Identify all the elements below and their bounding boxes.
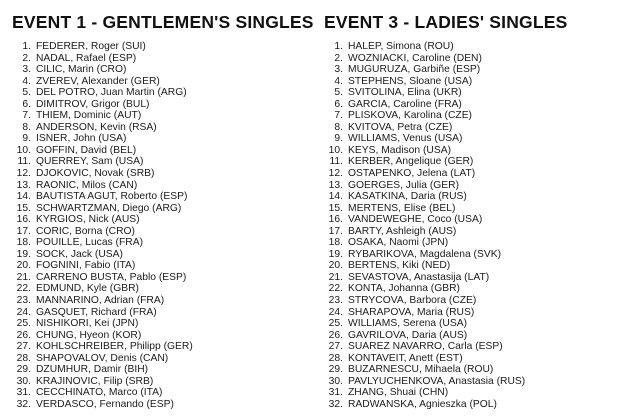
entry-player-name: NADAL, Rafael (ESP) (36, 52, 137, 64)
list-item (12, 41, 306, 53)
entry-player-name: RADWANSKA, Agnieszka (POL) (348, 398, 497, 410)
list-item (12, 330, 306, 342)
entry-player-name: EDMUND, Kyle (GBR) (36, 283, 139, 295)
list-item (12, 387, 306, 399)
entry-rank: 1. (334, 41, 343, 52)
entry-rank: 8. (334, 121, 343, 133)
entry-rank: 28. (328, 352, 343, 364)
entry-player-name: GARCIA, Caroline (FRA) (348, 98, 462, 110)
entry-player-name: SEVASTOVA, Anastasija (LAT) (348, 271, 490, 283)
entry-player-name: MUGURUZA, Garbiñe (ESP) (348, 64, 481, 76)
entry-rank: 8. (22, 121, 31, 133)
entry-rank: 6. (334, 98, 343, 110)
entry-player-name: THIEM, Dominic (AUT) (36, 110, 142, 122)
event-title-ladies-singles: EVENT 3 - LADIES' SINGLES (324, 12, 568, 32)
entry-rank: 10. (328, 144, 343, 156)
list-item (324, 341, 610, 353)
list-item (324, 260, 610, 272)
entry-rank: 18. (328, 237, 343, 249)
entry-player-name: BARTY, Ashleigh (AUS) (348, 225, 457, 237)
event-title-gentlemens-singles: EVENT 1 - GENTLEMEN'S SINGLES (12, 12, 314, 32)
entry-player-name: FEDERER, Roger (SUI) (36, 41, 146, 52)
entry-rank: 7. (22, 110, 31, 122)
entry-list-gentlemens-singles (12, 41, 306, 411)
list-item (324, 387, 610, 399)
entry-rank: 32. (16, 398, 31, 410)
list-item (12, 364, 306, 376)
entry-rank: 25. (16, 318, 31, 330)
entry-rank: 12. (16, 168, 31, 180)
list-item (12, 191, 306, 203)
entry-player-name: KONTAVEIT, Anett (EST) (348, 352, 463, 364)
entry-rank: 29. (328, 364, 343, 376)
entry-player-name: BAUTISTA AGUT, Roberto (ESP) (36, 191, 188, 203)
entry-rank: 30. (16, 375, 31, 387)
entry-rank: 31. (328, 387, 343, 399)
entry-rank: 2. (334, 52, 343, 64)
list-item (324, 64, 610, 76)
entry-rank: 20. (16, 260, 31, 272)
entry-player-name: SUAREZ NAVARRO, Carla (ESP) (348, 341, 503, 353)
list-item (12, 133, 306, 145)
entry-player-name: MERTENS, Elise (BEL) (348, 202, 456, 214)
list-item (12, 110, 306, 122)
entry-player-name: VANDEWEGHE, Coco (USA) (348, 214, 483, 226)
list-item (12, 122, 306, 134)
entry-player-name: ANDERSON, Kevin (RSA) (36, 121, 157, 133)
entry-rank: 19. (328, 248, 343, 260)
entry-player-name: ZHANG, Shuai (CHN) (348, 387, 449, 399)
entry-rank: 1. (22, 41, 31, 52)
entry-rank: 11. (329, 156, 343, 168)
list-item (324, 330, 610, 342)
entry-player-name: WILLIAMS, Serena (USA) (348, 318, 468, 330)
list-item (324, 237, 610, 249)
entry-rank: 31. (16, 387, 31, 399)
entry-player-name: POUILLE, Lucas (FRA) (36, 237, 144, 249)
list-item (324, 203, 610, 215)
entry-rank: 22. (16, 283, 31, 295)
list-item (324, 110, 610, 122)
entry-player-name: QUERREY, Sam (USA) (36, 156, 144, 168)
list-item (324, 53, 610, 65)
event-column-ladies-singles (310, 8, 614, 420)
entry-player-name: STEPHENS, Sloane (USA) (348, 75, 473, 87)
entry-rank: 21. (328, 271, 343, 283)
entry-player-name: PLISKOVA, Karolina (CZE) (348, 110, 472, 122)
entry-player-name: KRAJINOVIC, Filip (SRB) (36, 375, 154, 387)
list-item (12, 295, 306, 307)
list-item (324, 364, 610, 376)
list-item (12, 168, 306, 180)
list-item (12, 318, 306, 330)
entry-rank: 21. (16, 271, 31, 283)
entry-player-name: WILLIAMS, Venus (USA) (348, 133, 463, 145)
entry-player-name: DIMITROV, Grigor (BUL) (36, 98, 150, 110)
list-item (12, 76, 306, 88)
entry-player-name: SHAPOVALOV, Denis (CAN) (36, 352, 169, 364)
list-item (12, 376, 306, 388)
entry-rank: 4. (22, 75, 31, 87)
entry-player-name: RYBARIKOVA, Magdalena (SVK) (348, 248, 501, 260)
entry-player-name: KVITOVA, Petra (CZE) (348, 121, 453, 133)
entry-rank: 11. (17, 156, 31, 168)
entry-rank: 9. (22, 133, 31, 145)
list-item (324, 295, 610, 307)
entry-rank: 3. (22, 64, 31, 76)
list-item (324, 99, 610, 111)
entry-rank: 7. (334, 110, 343, 122)
entry-player-name: KONTA, Johanna (GBR) (348, 283, 460, 295)
entry-player-name: HALEP, Simona (ROU) (348, 41, 454, 52)
list-item (324, 376, 610, 388)
entry-player-name: KEYS, Madison (USA) (348, 144, 452, 156)
entry-player-name: GASQUET, Richard (FRA) (36, 306, 157, 318)
entry-player-name: CARRENO BUSTA, Pablo (ESP) (36, 271, 187, 283)
entry-rank: 9. (334, 133, 343, 145)
list-item (12, 203, 306, 215)
entry-player-name: DZUMHUR, Damir (BIH) (36, 364, 149, 376)
entry-rank: 13. (16, 179, 31, 191)
list-item (12, 87, 306, 99)
entry-player-name: FOGNINI, Fabio (ITA) (36, 260, 136, 272)
entry-player-name: VERDASCO, Fernando (ESP) (36, 398, 174, 410)
entry-rank: 4. (334, 75, 343, 87)
list-item (324, 156, 610, 168)
entry-rank: 27. (328, 341, 343, 353)
list-item (324, 318, 610, 330)
list-item (324, 283, 610, 295)
list-item (12, 156, 306, 168)
entry-rank: 22. (328, 283, 343, 295)
entry-rank: 10. (16, 144, 31, 156)
entry-player-name: KYRGIOS, Nick (AUS) (36, 214, 140, 226)
entry-rank: 12. (328, 168, 343, 180)
entry-rank: 20. (328, 260, 343, 272)
entry-player-name: STRYCOVA, Barbora (CZE) (348, 295, 477, 307)
entry-rank: 15. (16, 202, 31, 214)
entry-player-name: WOZNIACKI, Caroline (DEN) (348, 52, 482, 64)
entry-rank: 13. (328, 179, 343, 191)
list-item (12, 283, 306, 295)
list-item (12, 226, 306, 238)
entry-player-name: ZVEREV, Alexander (GER) (36, 75, 160, 87)
event-column-gentlemens-singles (6, 8, 314, 420)
list-item (12, 399, 306, 411)
entry-rank: 3. (334, 64, 343, 76)
entry-player-name: SCHWARTZMAN, Diego (ARG) (36, 202, 182, 214)
entry-rank: 14. (16, 191, 31, 203)
list-item (324, 226, 610, 238)
entry-player-name: SVITOLINA, Elina (UKR) (348, 87, 462, 99)
entry-rank: 18. (16, 237, 31, 249)
list-item (12, 180, 306, 192)
list-item (12, 53, 306, 65)
entry-rank: 23. (328, 295, 343, 307)
entry-player-name: DEL POTRO, Juan Martin (ARG) (36, 87, 187, 99)
entry-rank: 14. (328, 191, 343, 203)
list-item (12, 145, 306, 157)
entry-player-name: ISNER, John (USA) (36, 133, 127, 145)
entry-rank: 19. (16, 248, 31, 260)
list-item (324, 41, 610, 53)
list-item (324, 353, 610, 365)
entry-rank: 24. (16, 306, 31, 318)
list-item (12, 99, 306, 111)
entry-rank: 27. (16, 341, 31, 353)
list-item (324, 145, 610, 157)
list-item (324, 180, 610, 192)
entry-rank: 2. (22, 52, 31, 64)
entry-player-name: OSAKA, Naomi (JPN) (348, 237, 449, 249)
entry-rank: 17. (16, 225, 31, 237)
entry-player-name: NISHIKORI, Kei (JPN) (36, 318, 139, 330)
entry-player-name: CORIC, Borna (CRO) (36, 225, 135, 237)
entry-rank: 17. (328, 225, 343, 237)
list-item (324, 87, 610, 99)
list-item (324, 168, 610, 180)
entry-player-name: CHUNG, Hyeon (KOR) (36, 329, 142, 341)
list-item (12, 249, 306, 261)
list-item (12, 214, 306, 226)
entry-rank: 5. (22, 87, 31, 99)
entry-player-name: BERTENS, Kiki (NED) (348, 260, 451, 272)
list-item (12, 341, 306, 353)
entry-player-name: SOCK, Jack (USA) (36, 248, 123, 260)
entry-player-name: RAONIC, Milos (CAN) (36, 179, 138, 191)
entry-player-name: OSTAPENKO, Jelena (LAT) (348, 168, 476, 180)
entry-rank: 26. (328, 329, 343, 341)
entry-rank: 6. (22, 98, 31, 110)
entry-rank: 24. (328, 306, 343, 318)
entry-player-name: SHARAPOVA, Maria (RUS) (348, 306, 475, 318)
entry-player-name: BUZARNESCU, Mihaela (ROU) (348, 364, 494, 376)
list-item (324, 307, 610, 319)
list-item (12, 307, 306, 319)
list-item (324, 76, 610, 88)
entry-player-name: CILIC, Marin (CRO) (36, 64, 127, 76)
entry-player-name: PAVLYUCHENKOVA, Anastasia (RUS) (348, 375, 526, 387)
list-item (324, 133, 610, 145)
list-item (324, 399, 610, 411)
list-item (12, 260, 306, 272)
list-item (324, 122, 610, 134)
list-item (12, 353, 306, 365)
entry-player-name: GOFFIN, David (BEL) (36, 144, 137, 156)
entry-rank: 5. (334, 87, 343, 99)
list-item (12, 237, 306, 249)
list-item (324, 249, 610, 261)
list-item (12, 64, 306, 76)
entry-player-name: KOHLSCHREIBER, Philipp (GER) (36, 341, 193, 353)
entry-rank: 26. (16, 329, 31, 341)
entry-player-name: CECCHINATO, Marco (ITA) (36, 387, 163, 399)
list-item (12, 272, 306, 284)
entry-rank: 16. (16, 214, 31, 226)
entry-rank: 32. (328, 398, 343, 410)
entry-rank: 16. (328, 214, 343, 226)
entry-rank: 15. (328, 202, 343, 214)
entry-player-name: DJOKOVIC, Novak (SRB) (36, 168, 155, 180)
entry-rank: 25. (328, 318, 343, 330)
entry-rank: 28. (16, 352, 31, 364)
entry-rank: 23. (16, 295, 31, 307)
list-item (324, 272, 610, 284)
entry-player-name: GAVRILOVA, Daria (AUS) (348, 329, 468, 341)
entry-rank: 29. (16, 364, 31, 376)
entry-player-name: KASATKINA, Daria (RUS) (348, 191, 467, 203)
list-item (324, 214, 610, 226)
entry-list-ladies-singles (324, 41, 610, 411)
entry-player-name: KERBER, Angelique (GER) (348, 156, 474, 168)
entry-rank: 30. (328, 375, 343, 387)
entry-player-name: MANNARINO, Adrian (FRA) (36, 295, 165, 307)
entry-player-name: GOERGES, Julia (GER) (348, 179, 459, 191)
list-item (324, 191, 610, 203)
